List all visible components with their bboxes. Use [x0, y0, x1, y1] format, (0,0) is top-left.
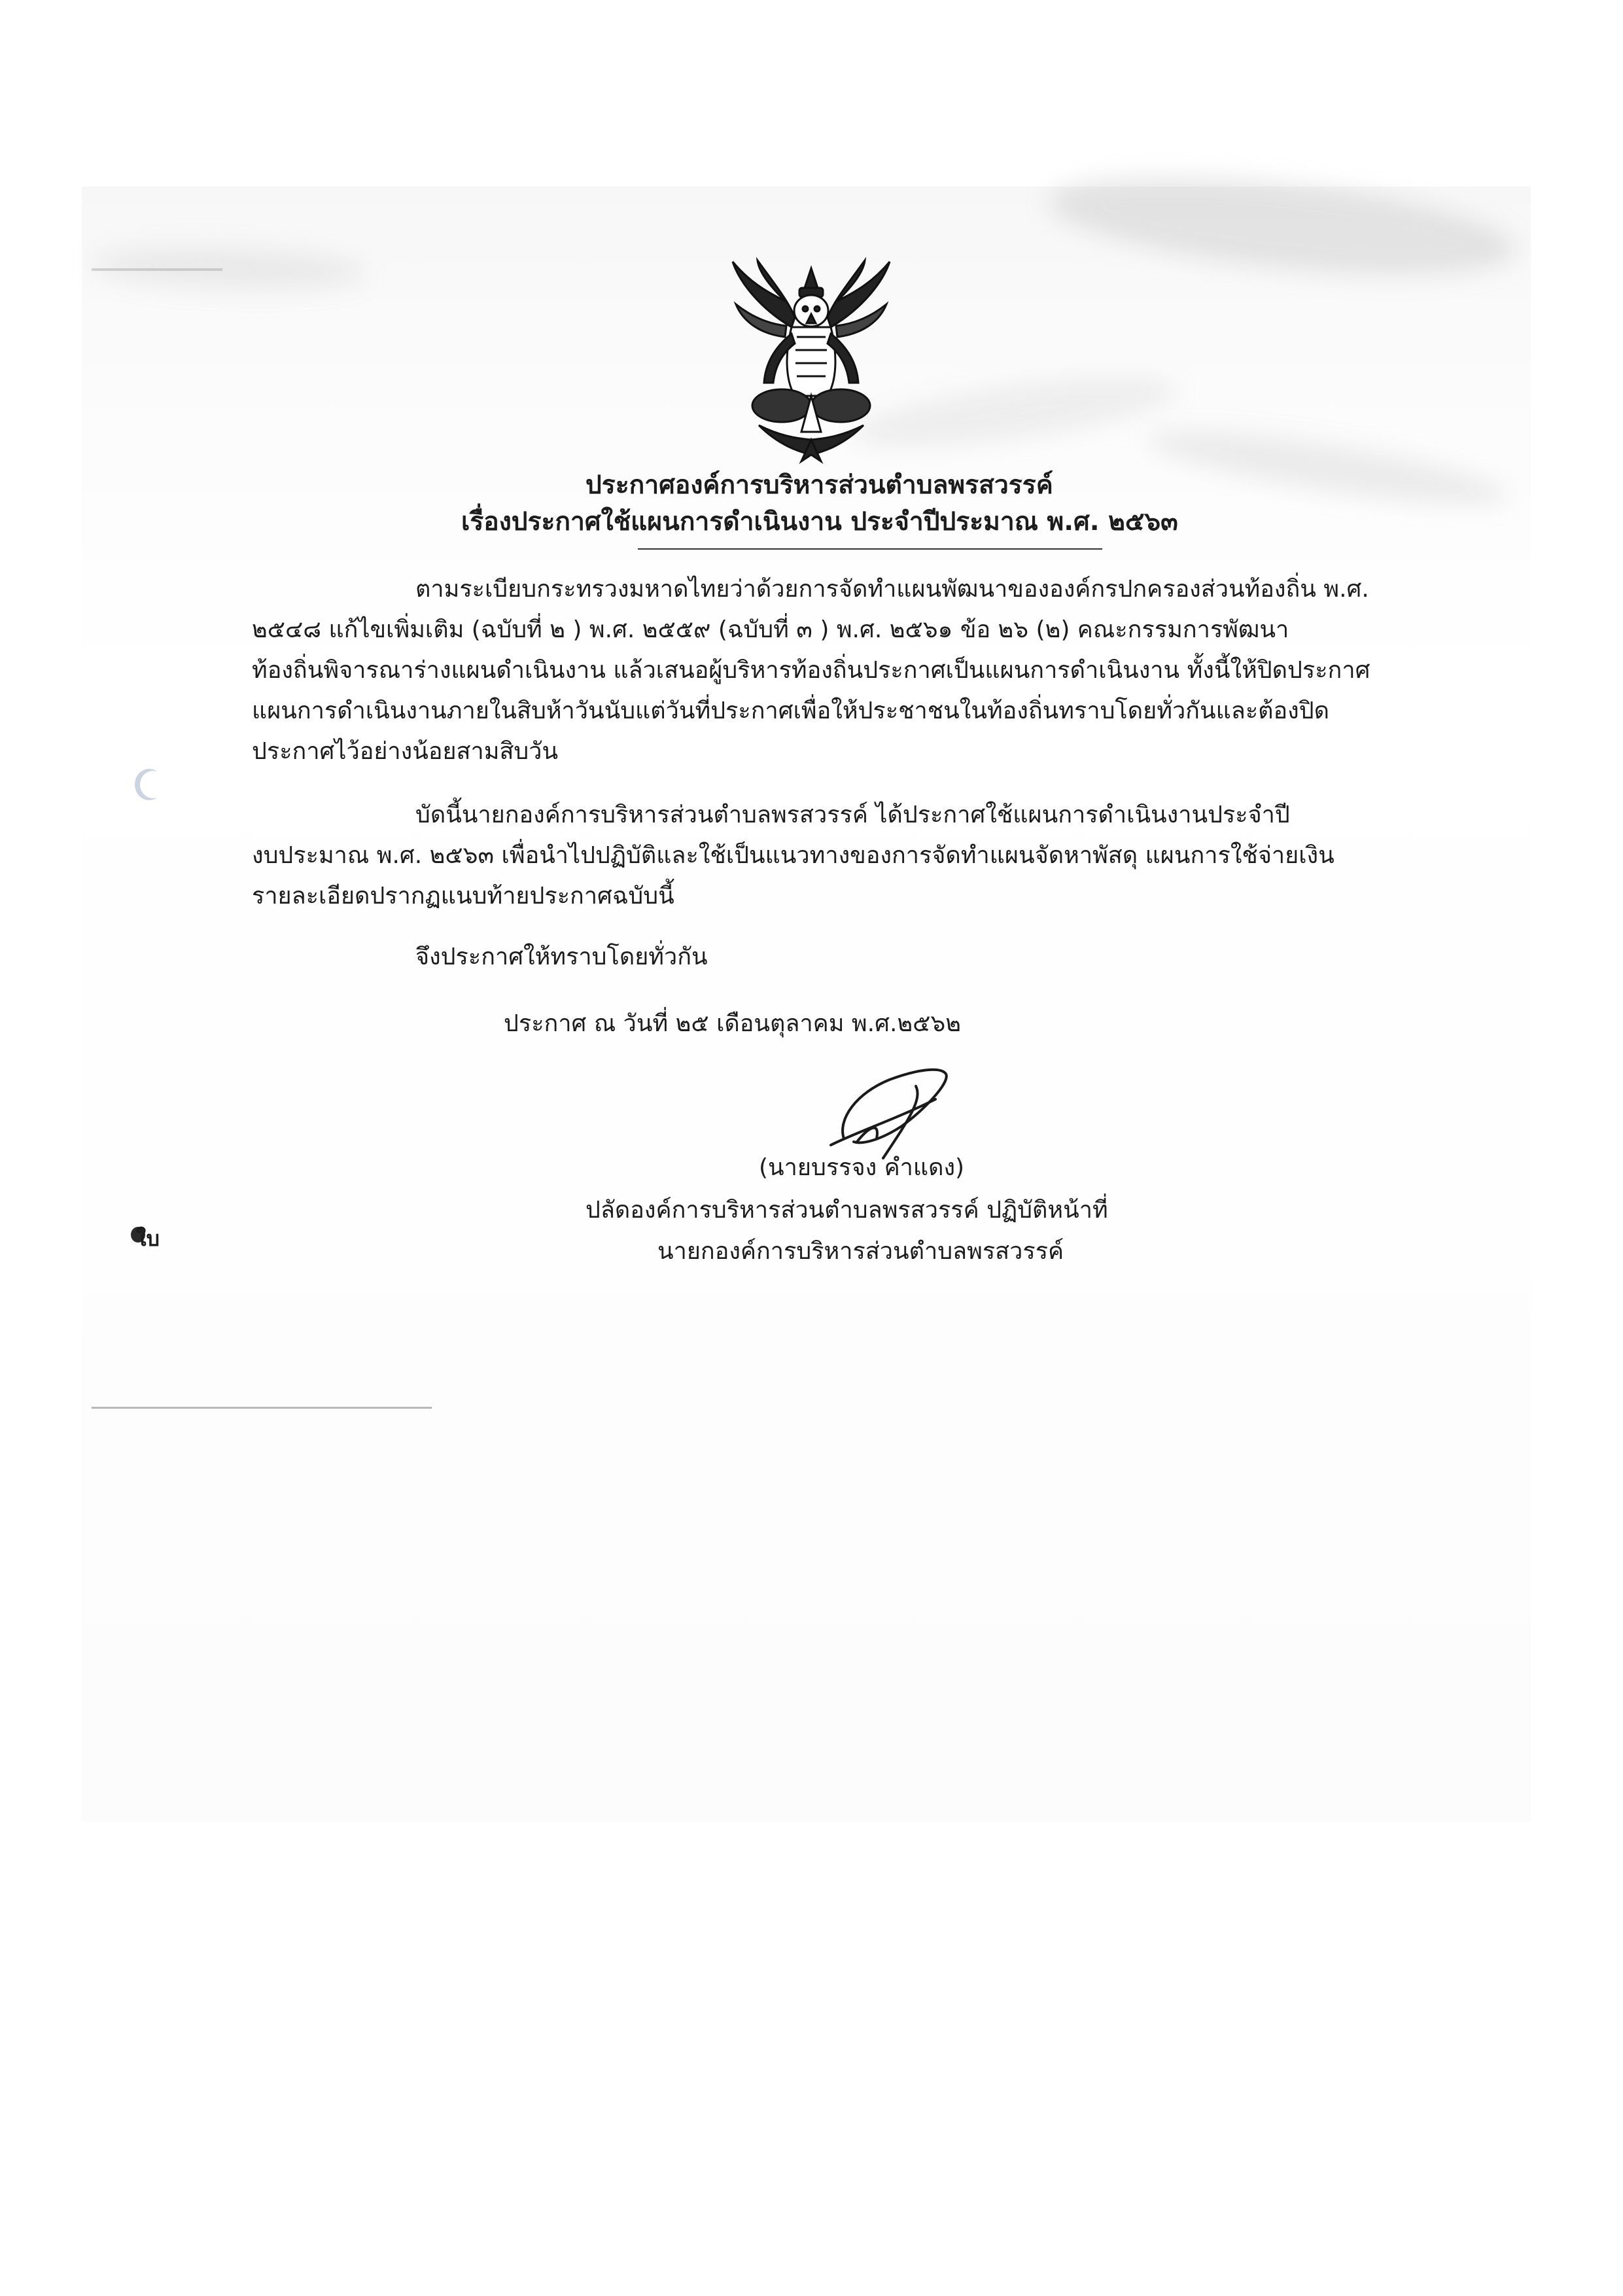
signatory-acting-position: นายกองค์การบริหารส่วนตำบลพรสวรรค์: [657, 1238, 1064, 1265]
paragraph-line: ตามระเบียบกระทรวงมหาดไทยว่าด้วยการจัดทำแผนพัฒนาขององค์กรปกครองส่วนท้องถิ่น พ.ศ.: [415, 576, 1369, 603]
paragraph-line: ท้องถิ่นพิจารณาร่างแผนดำเนินงาน แล้วเสนอผู้บริหารท้องถิ่นประกาศเป็นแผนการดำเนินงาน ทั้งนี้ให้ปิดประกาศ: [252, 657, 1370, 684]
scan-artifact-line: [92, 268, 222, 271]
paragraph-line: แผนการดำเนินงานภายในสิบห้าวันนับแต่วันที่ประกาศเพื่อให้ประชาชนในท้องถิ่นทราบโดยทั่วกันและต้องปิด: [252, 698, 1329, 724]
signatory-position: ปลัดองค์การบริหารส่วนตำบลพรสวรรค์ ปฏิบัติหน้าที่: [585, 1197, 1108, 1224]
paragraph-line: งบประมาณ พ.ศ. ๒๕๖๓ เพื่อนำไปปฏิบัติและใช้เป็นแนวทางของการจัดทำแผนจัดหาพัสดุ แผนการใช้จ่ายเงิน: [252, 842, 1335, 869]
margin-mark: ใบ: [136, 1226, 160, 1251]
paragraph-1: [252, 569, 1429, 772]
announcement-subject: เรื่องประกาศใช้แผนการดำเนินงาน ประจำปีประมาณ พ.ศ. ๒๕๖๓: [461, 507, 1178, 537]
scan-artifact-line: [92, 1407, 432, 1409]
garuda-emblem-icon: [713, 255, 909, 465]
paragraph-line: รายละเอียดปรากฏแนบท้ายประกาศฉบับนี้: [252, 883, 674, 910]
signatory-name: (นายบรรจง คำแดง): [759, 1154, 965, 1181]
announcement-date: ประกาศ ณ วันที่ ๒๕ เดือนตุลาคม พ.ศ.๒๕๖๒: [504, 1010, 961, 1037]
closing-statement: จึงประกาศให้ทราบโดยทั่วกัน: [415, 944, 708, 970]
paragraph-line: ๒๕๔๘ แก้ไขเพิ่มเติม (ฉบับที่ ๒ ) พ.ศ. ๒๕๕๙ (ฉบับที่ ๓ ) พ.ศ. ๒๕๖๑ ข้อ ๒๖ (๒) คณะกรรมการพัฒนา: [252, 616, 1289, 643]
title-divider: [638, 548, 1102, 550]
paragraph-line: บัดนี้นายกองค์การบริหารส่วนตำบลพรสวรรค์ ได้ประกาศใช้แผนการดำเนินงานประจำปี: [415, 802, 1290, 828]
signature: [818, 1060, 968, 1165]
paragraph-2: [252, 795, 1429, 917]
hole-punch-mark: [140, 771, 166, 798]
announcement-title: ประกาศองค์การบริหารส่วนตำบลพรสวรรค์: [585, 470, 1053, 500]
paragraph-line: ประกาศไว้อย่างน้อยสามสิบวัน: [252, 738, 559, 765]
